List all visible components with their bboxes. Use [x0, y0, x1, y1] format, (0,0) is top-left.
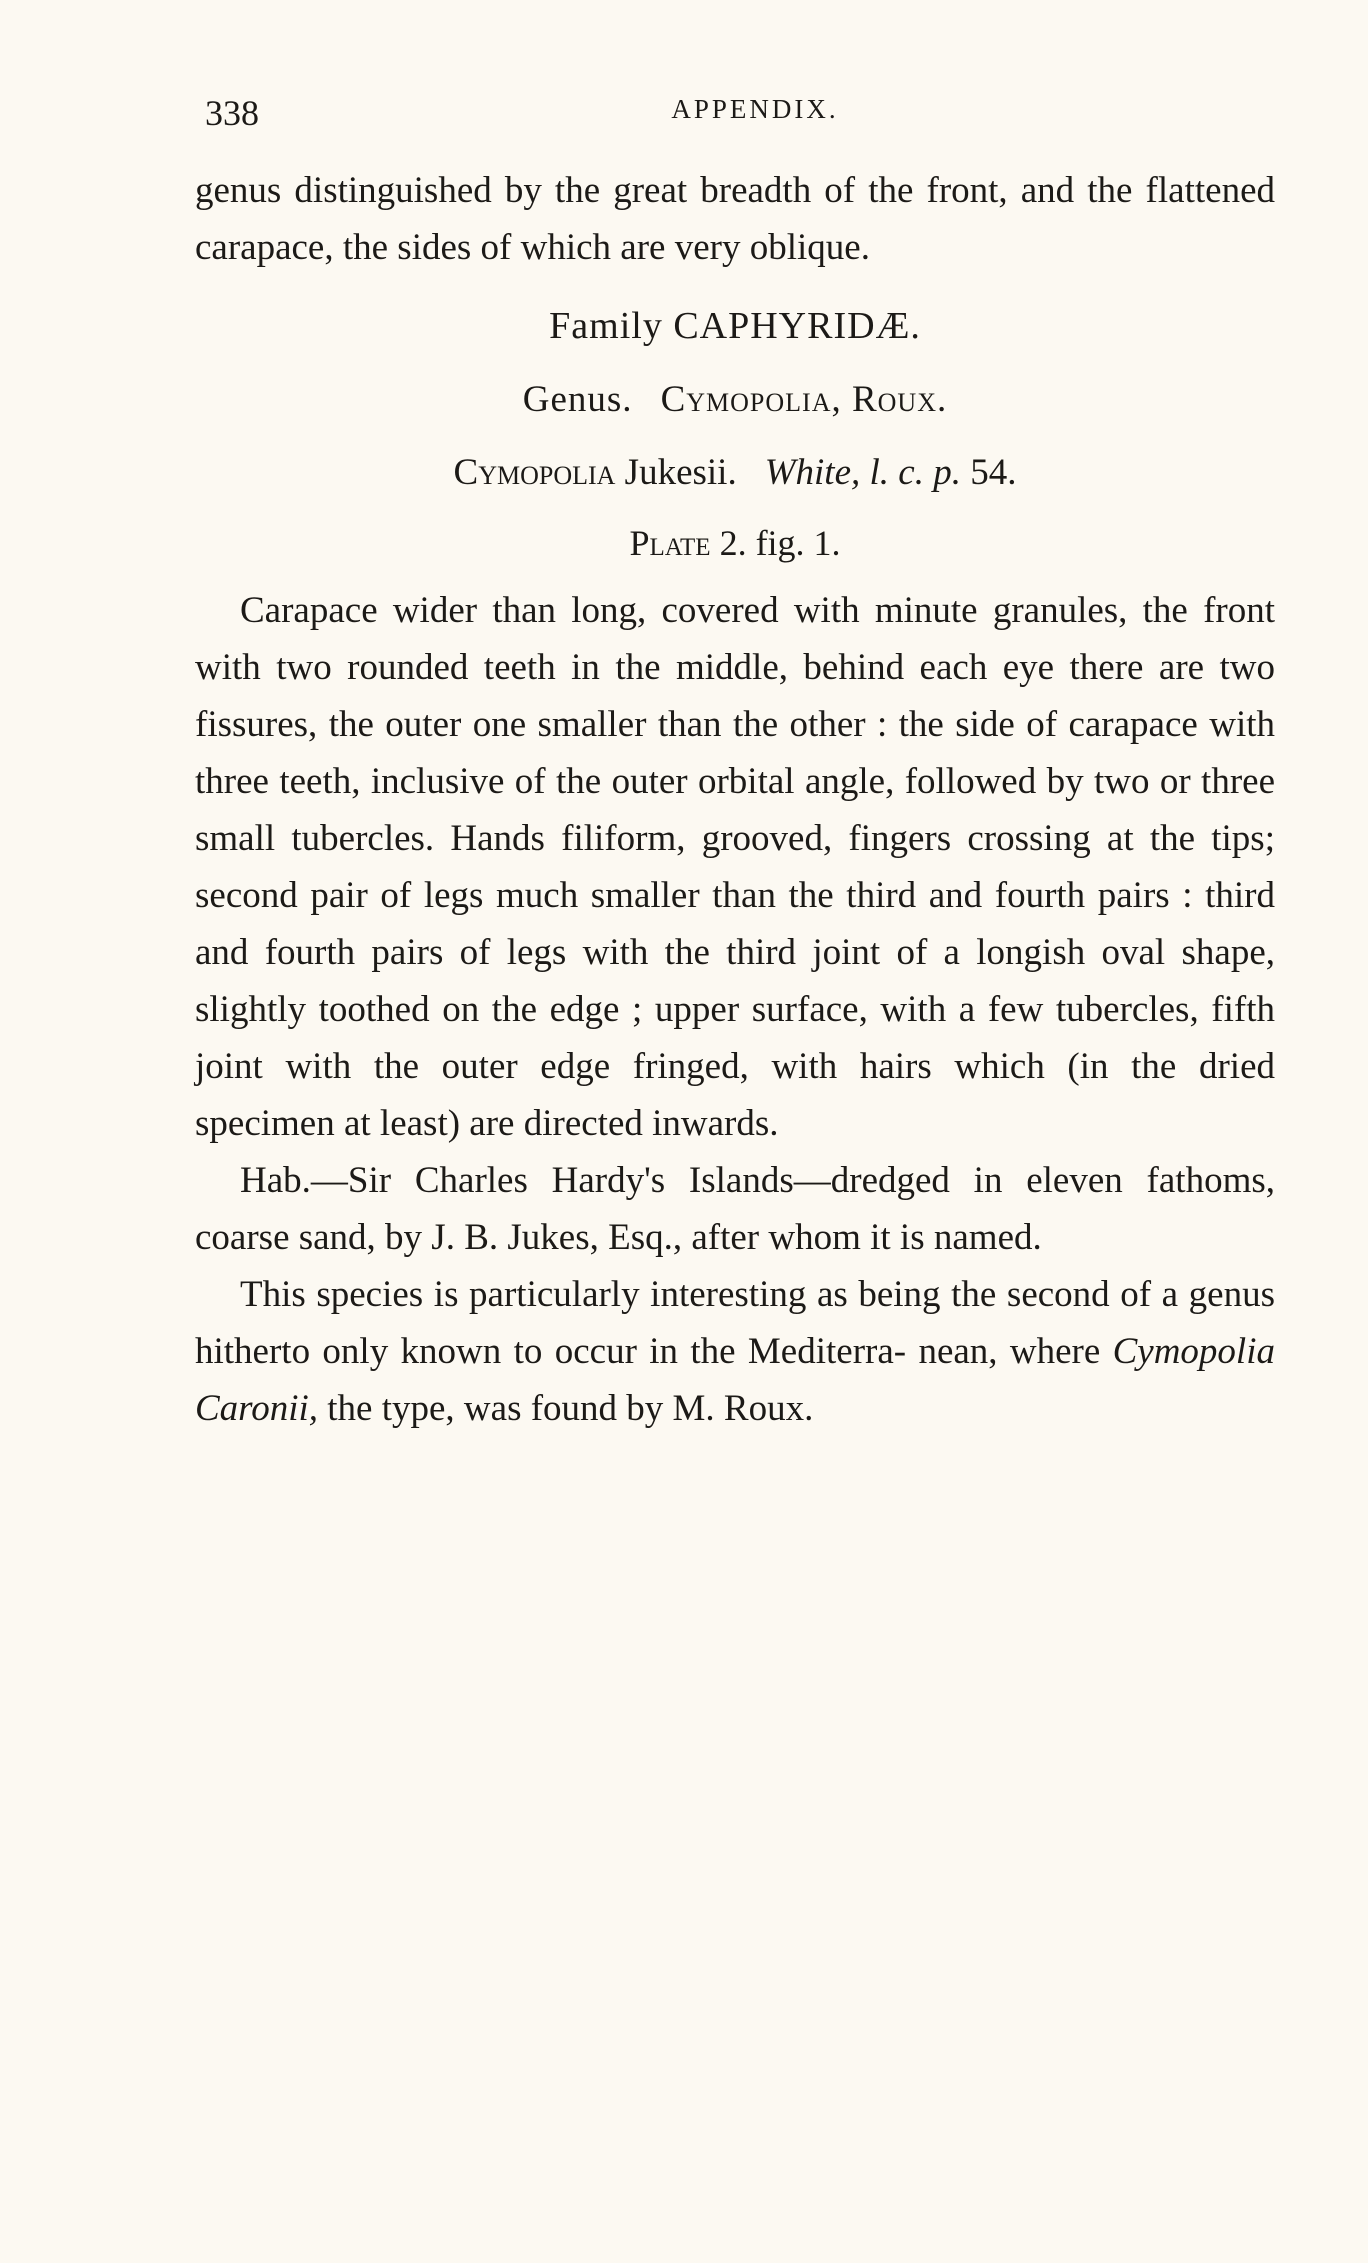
species-heading [195, 444, 1275, 501]
remark-text-before: This species is particularly interesting as being the second of a genus hitherto only known to occur in the Mediterra- nean, where [195, 1274, 1275, 1372]
species-reference-page: 54. [970, 452, 1017, 493]
intro-paragraph: genus distinguished by the great breadth of the front, and the flattened carapace, the sides of which are very oblique. [195, 170, 1275, 268]
remark-paragraph [195, 1266, 1275, 1437]
genus-name: Cymopolia, [660, 379, 842, 420]
description-paragraph: Carapace wider than long, covered with minute granules, the front with two rounded teeth in the middle, behind each eye there are two fissures, the outer one smaller than the other : the side of carapace with three teeth, inclusive of the outer orbital angle, followed by two or three small tubercles. Hands filiform, grooved, fingers crossing at the tips; second pair of legs much smaller than the third and fourth pairs : third and fourth pairs of legs with the third joint of a longish oval shape, slightly toothed on the edge ; upper surface, with a few tubercles, fifth joint with the outer edge fringed, with hairs which (in the dried specimen at least) are directed inwards. [195, 590, 1275, 1144]
remark-species-name: Cymopolia Caronii, [195, 1331, 1275, 1429]
plate-ref: 2. fig. 1. [719, 523, 841, 563]
running-title: APPENDIX. [671, 94, 839, 124]
species-genus-name: Cymopolia [453, 452, 616, 493]
genus-heading [195, 371, 1275, 428]
running-head [205, 92, 1265, 142]
species-reference-author: White, l. c. p. [764, 452, 961, 493]
body-text [195, 162, 1275, 1437]
genus-prefix: Genus. [522, 379, 633, 420]
family-heading: Family CAPHYRIDÆ. [549, 305, 921, 347]
page-number: 338 [205, 93, 259, 133]
habitat-paragraph: Hab.—Sir Charles Hardy's Islands—dredged in eleven fathoms, coarse sand, by J. B. Jukes, Esq., after whom it is named. [195, 1160, 1275, 1258]
plate-label: Plate [629, 523, 711, 563]
plate-heading [195, 515, 1275, 572]
genus-author: Roux. [851, 379, 948, 420]
remark-text-after: the type, was found by M. Roux. [327, 1388, 814, 1429]
species-name: Jukesii. [624, 452, 737, 493]
